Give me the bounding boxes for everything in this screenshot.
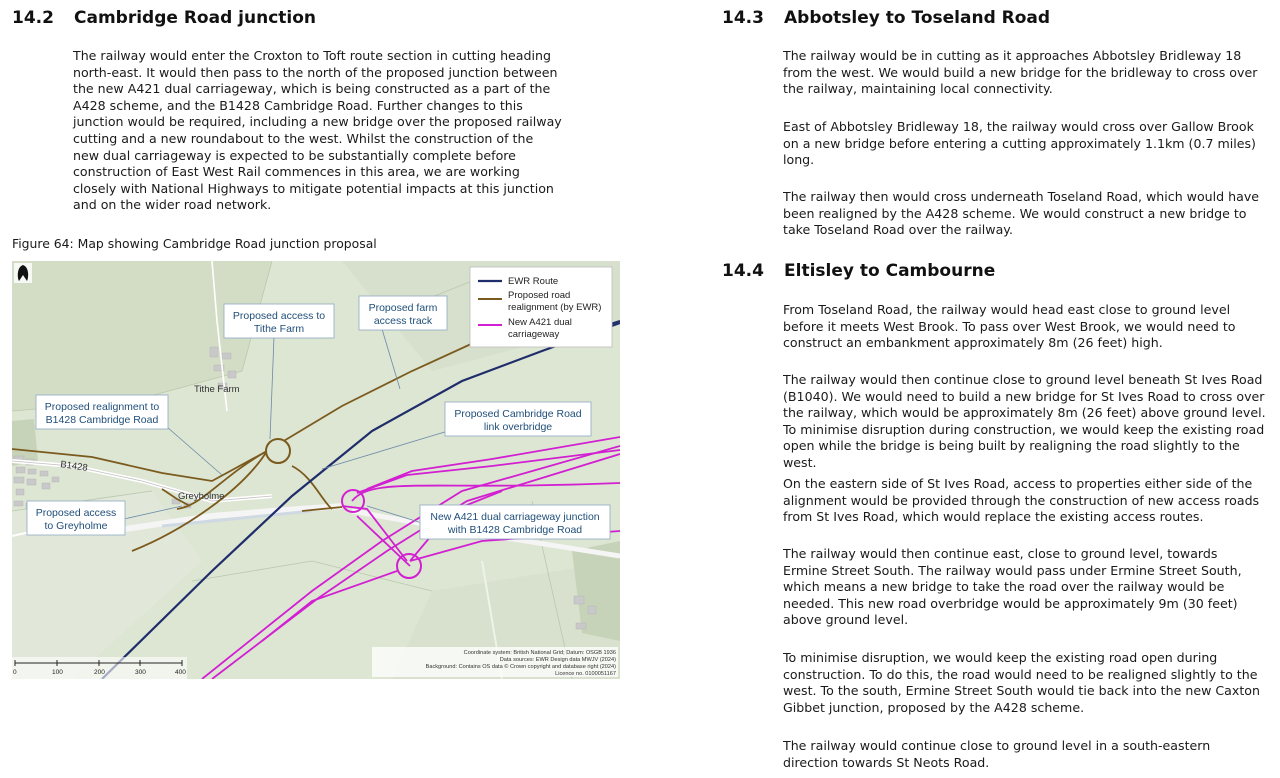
section-14-4-paragraph-1: From Toseland Road, the railway would head east close to ground level before it meets West Brook. To pass over West Brook, we would need to construct an embankment approximately 8m (26 feet) high. <box>783 302 1236 351</box>
svg-text:300: 300 <box>135 669 146 676</box>
svg-text:100: 100 <box>52 669 63 676</box>
svg-text:to Greyholme: to Greyholme <box>44 520 108 532</box>
svg-text:0: 0 <box>13 669 17 676</box>
section-14-4-paragraph-3: On the eastern side of St Ives Road, access to properties either side of the alignment would be provided through the construction of new access roads from St Ives Road, which would replace the existing access routes. <box>783 476 1260 525</box>
scale-bar <box>12 657 187 679</box>
svg-text:Data sources: EWR Design data: Data sources: EWR Design data MWJV (2024) <box>499 657 616 663</box>
figure-caption: Figure 64: Map showing Cambridge Road junction proposal <box>12 236 377 251</box>
svg-text:Licence no. 0100051167: Licence no. 0100051167 <box>555 671 616 677</box>
svg-text:with B1428 Cambridge Road: with B1428 Cambridge Road <box>447 524 583 536</box>
svg-text:200: 200 <box>94 669 105 676</box>
proposed-roundabout <box>266 439 290 463</box>
section-14-3-paragraph-1: The railway would be in cutting as it approaches Abbotsley Bridleway 18 from the west. We would build a new bridge for the bridleway to cross over the railway, maintaining local connectivity. <box>783 48 1258 97</box>
section-number: 14.2 <box>12 8 54 28</box>
svg-text:access track: access track <box>373 315 433 327</box>
svg-text:Proposed realignment to: Proposed realignment to <box>44 401 160 413</box>
section-14-3-paragraph-2: East of Abbotsley Bridleway 18, the railway would cross over Gallow Brook on a new bridge before entering a cutting approximately 1.1km (0.7 miles) long. <box>783 119 1256 168</box>
place-label-greyholme: Greyholme <box>178 491 225 502</box>
place-label-b1428: B1428 <box>59 459 89 474</box>
callout-tithe-farm-access <box>224 304 334 338</box>
section-14-4-paragraph-6: The railway would continue close to ground level in a south-eastern direction towards St Neots Road. <box>783 738 1211 770</box>
section-14-2-paragraph-1: The railway would enter the Croxton to Toft route section in cutting heading north-east. It would then pass to the north of the proposed junction between the new A421 dual carriageway, which is being constructed as a part of the A428 scheme, and the B1428 Cambridge Road. Further changes to this junction would be required, including a new bridge over the proposed railway cutting and a new roundabout to the west. Whilst the construction of the new dual carriageway is expected to be substantially complete before construction of East West Rail commences in this area, we are working closely with National Highways to mitigate potential impacts at this junction and on the wider road network. <box>73 48 562 213</box>
section-14-4-paragraph-5: To minimise disruption, we would keep the existing road open during construction. To do this, the road would need to be realigned slightly to the west. To the south, Ermine Street South would tie back into the new Caxton Gibbet junction, proposed by the A428 scheme. <box>783 650 1260 715</box>
map-canvas <box>12 261 620 679</box>
map-figure <box>12 261 620 679</box>
section-14-3-paragraph-3: The railway then would cross underneath Toseland Road, which would have been realigned by the A428 scheme. We would construct a new bridge to take Toseland Road over the railway. <box>783 189 1260 238</box>
section-heading-14-4 <box>722 261 995 281</box>
svg-text:carriageway: carriageway <box>508 329 560 340</box>
svg-text:New A421 dual carriageway junc: New A421 dual carriageway junction <box>430 511 600 523</box>
legend-label-a421: New A421 dual <box>508 317 572 328</box>
svg-text:Tithe Farm: Tithe Farm <box>253 323 305 335</box>
legend-label-ewr: EWR Route <box>508 276 559 287</box>
north-arrow-icon <box>14 263 32 283</box>
legend-label-realignment: Proposed road <box>508 290 571 301</box>
section-title: Eltisley to Cambourne <box>784 261 996 281</box>
svg-text:B1428 Cambridge Road: B1428 Cambridge Road <box>45 414 159 426</box>
callout-link-overbridge <box>445 402 591 436</box>
section-number: 14.3 <box>722 8 764 28</box>
svg-text:Coordinate system: British Nat: Coordinate system: British National Grid; Datum: OSGB 1936 <box>463 650 616 656</box>
section-14-4-paragraph-4: The railway would then continue east, close to ground level, towards Ermine Street South. The railway would pass under Ermine Street South, which means a new bridge to take the road over the railway would be needed. This new road overbridge would be approximately 9m (30 feet) above ground level. <box>783 546 1242 628</box>
map-legend <box>470 267 612 347</box>
svg-text:Proposed Cambridge Road: Proposed Cambridge Road <box>454 408 582 420</box>
section-heading-14-2 <box>12 8 316 28</box>
svg-text:400: 400 <box>175 669 186 676</box>
svg-text:Proposed access: Proposed access <box>35 507 117 519</box>
callout-farm-access-track <box>359 296 447 330</box>
svg-text:Background: Contains OS data ©: Background: Contains OS data © Crown copyright and database right (2024) <box>425 664 616 670</box>
section-title: Cambridge Road junction <box>74 8 317 28</box>
callout-greyholme-access <box>27 501 125 535</box>
svg-text:Proposed farm: Proposed farm <box>368 302 438 314</box>
callout-b1428-realignment <box>36 395 168 429</box>
section-number: 14.4 <box>722 261 764 281</box>
place-label-tithe-farm: Tithe Farm <box>194 384 240 395</box>
callout-a421-junction <box>420 505 610 539</box>
section-heading-14-3 <box>722 8 1050 28</box>
svg-text:realignment (by EWR): realignment (by EWR) <box>508 302 602 313</box>
svg-text:Proposed access to: Proposed access to <box>232 310 326 322</box>
svg-text:link overbridge: link overbridge <box>483 421 553 433</box>
map-attribution <box>372 647 618 677</box>
section-14-4-paragraph-2: The railway would then continue close to ground level beneath St Ives Road (B1040). We would need to build a new bridge for St Ives Road to cross over the railway, which would be approximately 8m (26 feet) above ground level. To minimise disruption during construction, we would keep the existing road open while the bridge is being built by realigning the road slightly to the west. <box>783 372 1266 470</box>
section-title: Abbotsley to Toseland Road <box>784 8 1051 28</box>
